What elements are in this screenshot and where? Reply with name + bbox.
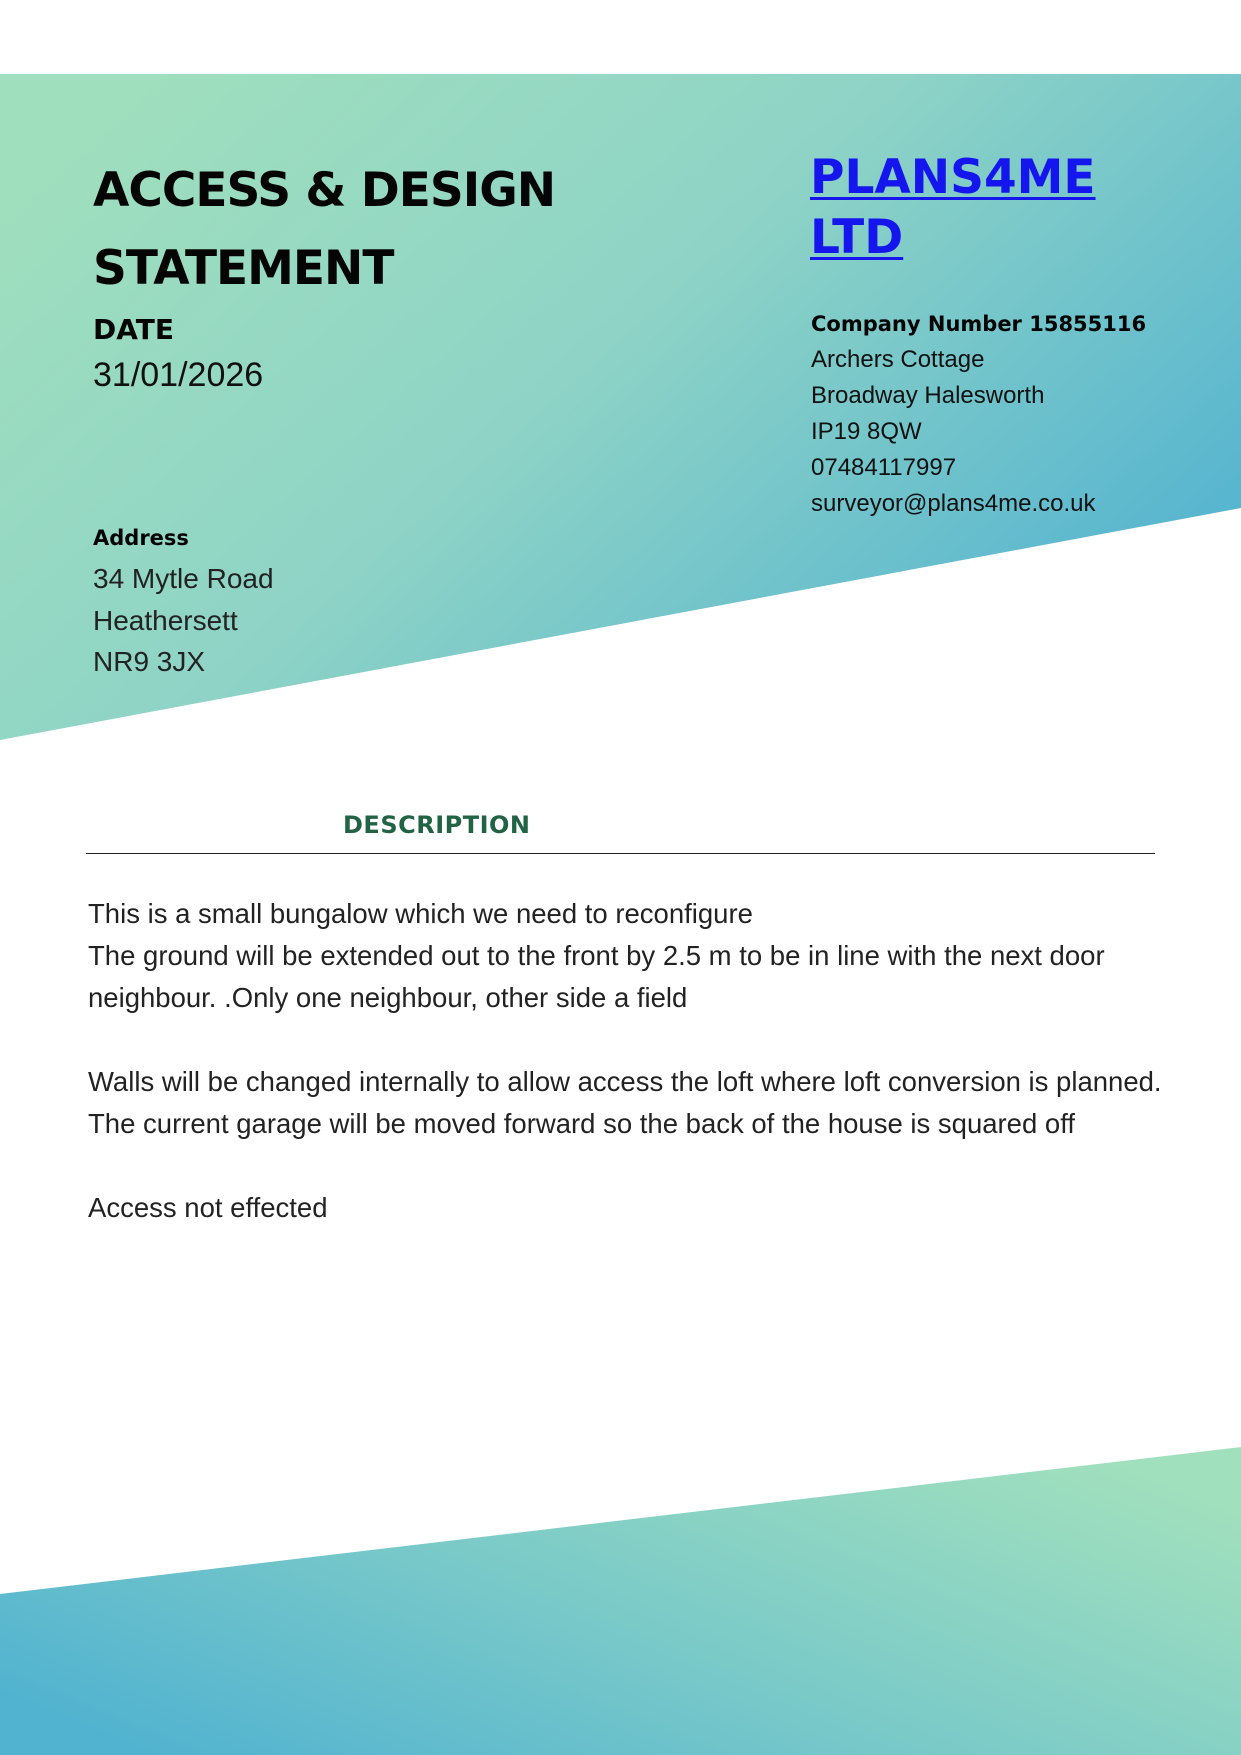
description-line1: This is a small bungalow which we need to reconfigure bbox=[88, 898, 753, 929]
date-value: 31/01/2026 bbox=[93, 356, 264, 394]
company-address-line1: Archers Cottage bbox=[811, 346, 985, 373]
document-title-line1: ACCESS & DESIGN bbox=[93, 163, 556, 218]
description-paragraph3: Access not effected bbox=[88, 1192, 328, 1223]
description-heading: DESCRIPTION bbox=[343, 811, 531, 839]
company-number: Company Number 15855116 bbox=[811, 312, 1147, 336]
site-address-line3: NR9 3JX bbox=[93, 646, 206, 677]
company-contact bbox=[811, 342, 1095, 522]
company-postcode: IP19 8QW bbox=[811, 418, 922, 445]
company-address-line2: Broadway Halesworth bbox=[811, 382, 1045, 409]
description-paragraph2: Walls will be changed internally to allow access the loft where loft conversion is planned. The current garage will be moved forward so the back of the house is squared off bbox=[88, 1066, 1162, 1139]
site-address-line1: 34 Mytle Road bbox=[93, 563, 274, 594]
description-paragraph1: The ground will be extended out to the front by 2.5 m to be in line with the next door neighbour. .Only one neighbour, other side a field bbox=[88, 940, 1105, 1013]
site-address-label: Address bbox=[93, 526, 189, 550]
footer-banner-shape bbox=[0, 1447, 1241, 1755]
document-title bbox=[93, 152, 653, 308]
company-name-line2: LTD bbox=[810, 210, 904, 265]
description-divider bbox=[86, 853, 1155, 854]
company-name-line1: PLANS4ME bbox=[810, 150, 1096, 205]
site-address-line2: Heathersett bbox=[93, 604, 238, 636]
document-title-line2: STATEMENT bbox=[93, 241, 394, 296]
description-body bbox=[88, 893, 1168, 1271]
site-address bbox=[93, 558, 274, 683]
company-phone: 07484117997 bbox=[811, 454, 957, 481]
date-label: DATE bbox=[93, 313, 174, 346]
company-email: surveyor@plans4me.co.uk bbox=[811, 490, 1096, 517]
company-name-link[interactable] bbox=[810, 148, 1190, 268]
